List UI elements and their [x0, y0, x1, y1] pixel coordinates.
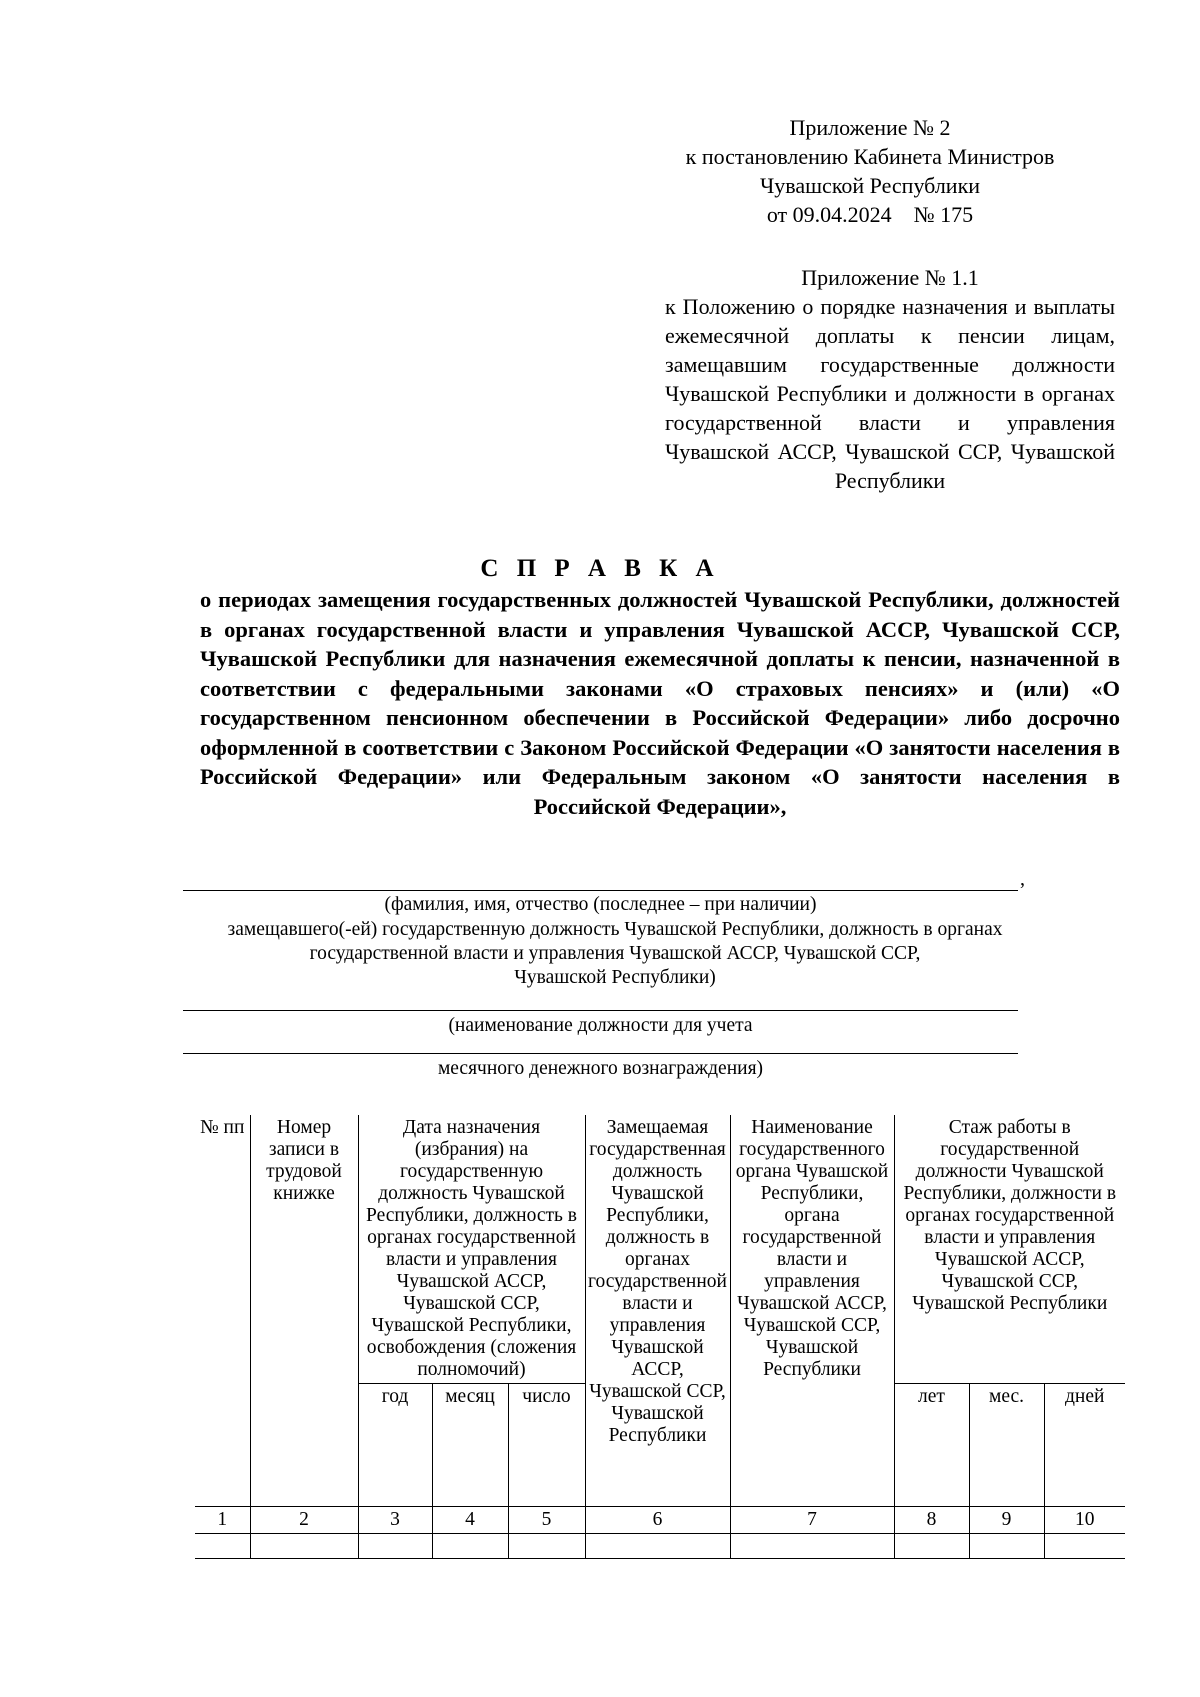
appendix-main-block [620, 113, 1120, 229]
header-day: число [508, 1384, 585, 1507]
appendix-main-line-4: от 09.04.2024 № 175 [766, 202, 974, 227]
header-organ: Наименование государственного органа Чувашской Республики, органа государственной власти и управления Чувашской АССР, Чувашской ССР, Чувашской Республики [730, 1115, 894, 1507]
column-number: 3 [358, 1507, 432, 1534]
header-year: год [358, 1384, 432, 1507]
table-cell[interactable] [730, 1534, 894, 1559]
column-number: 2 [250, 1507, 358, 1534]
table-cell[interactable] [1044, 1534, 1125, 1559]
empty-data-row[interactable] [195, 1534, 1125, 1559]
header-date: Дата назначения (избрания) на государственную должность Чувашской Республики, должность в органах государственной власти и управления Чувашской АССР, Чувашской ССР, Чувашской Республики, освобождения (сложения полномочий) [358, 1115, 585, 1384]
appendix-sub-block [665, 263, 1115, 495]
column-number: 4 [432, 1507, 508, 1534]
appendix-main-line-3: Чувашской Республики [759, 173, 981, 198]
appendix-sub-heading: Приложение № 1.1 [801, 265, 979, 290]
table-cell[interactable] [195, 1534, 250, 1559]
header-years: лет [894, 1384, 969, 1507]
table-cell[interactable] [585, 1534, 730, 1559]
position-fill-line-2[interactable] [183, 1053, 1018, 1054]
table-cell[interactable] [894, 1534, 969, 1559]
document-subtitle: о периодах замещения государственных должностей Чувашской Республики, должностей в органах государственной власти и управления Чувашской АССР, Чувашской ССР, Чувашской Республики для назначения ежемесячной доплаты к пенсии, назначенной в соответствии с федеральными законами «О страховых пенсиях» и (или) «О государственном пенсионном обеспечении в Российской Федерации» либо досрочно оформленной в соответствии с Законом Российской Федерации «О занятости населения в Российской Федерации» или Федеральным законом «О занятости населения в Российской Федерации», [200, 587, 1120, 819]
table-cell[interactable] [358, 1534, 432, 1559]
document-title: С П Р А В К А [480, 555, 720, 582]
name-caption-4: Чувашской Республики) [514, 967, 716, 988]
table-cell[interactable] [432, 1534, 508, 1559]
table-cell[interactable] [250, 1534, 358, 1559]
column-numbers-row [195, 1507, 1125, 1534]
column-number: 7 [730, 1507, 894, 1534]
header-position: Замещаемая государственная должность Чувашской Республики, должность в органах государственной власти и управления Чувашской АССР, Чувашской ССР, Чувашской Республики [585, 1115, 730, 1507]
column-number: 6 [585, 1507, 730, 1534]
header-record: Номер записи в трудовой книжке [250, 1115, 358, 1507]
position-fill-line-1[interactable] [183, 1010, 1018, 1011]
column-number: 10 [1044, 1507, 1125, 1534]
table-cell[interactable] [969, 1534, 1044, 1559]
table-cell[interactable] [508, 1534, 585, 1559]
header-days: дней [1044, 1384, 1125, 1507]
name-fill-line[interactable] [183, 890, 1018, 891]
periods-table [195, 1115, 1125, 1559]
header-months: мес. [969, 1384, 1044, 1507]
column-number: 8 [894, 1507, 969, 1534]
name-caption-1: (фамилия, имя, отчество (последнее – при наличии) [384, 894, 817, 915]
header-experience: Стаж работы в государственной должности Чувашской Республики, должности в органах государственной власти и управления Чувашской АССР, Чувашской ССР, Чувашской Республики [894, 1115, 1125, 1384]
name-fill-comma: , [1020, 868, 1025, 890]
header-month: месяц [432, 1384, 508, 1507]
name-caption-2: замещавшего(-ей) государственную должность Чувашской Республики, должность в органах [227, 919, 1003, 940]
appendix-main-line-2: к постановлению Кабинета Министров [685, 144, 1055, 169]
position-caption-1: (наименование должности для учета [448, 1015, 753, 1036]
appendix-sub-text: к Положению о порядке назначения и выплаты ежемесячной доплаты к пенсии лицам, замещавшим государственные должности Чувашской Республики и должности в органах государственной власти и управления Чувашской АССР, Чувашской ССР, Чувашской Республики [665, 294, 1115, 493]
appendix-main-line-1: Приложение № 2 [789, 115, 951, 140]
column-number: 5 [508, 1507, 585, 1534]
column-number: 9 [969, 1507, 1044, 1534]
name-caption-3: государственной власти и управления Чувашской АССР, Чувашской ССР, [309, 943, 921, 964]
position-caption-2: месячного денежного вознаграждения) [437, 1058, 764, 1079]
column-number: 1 [195, 1507, 250, 1534]
header-num: № пп [195, 1115, 250, 1507]
